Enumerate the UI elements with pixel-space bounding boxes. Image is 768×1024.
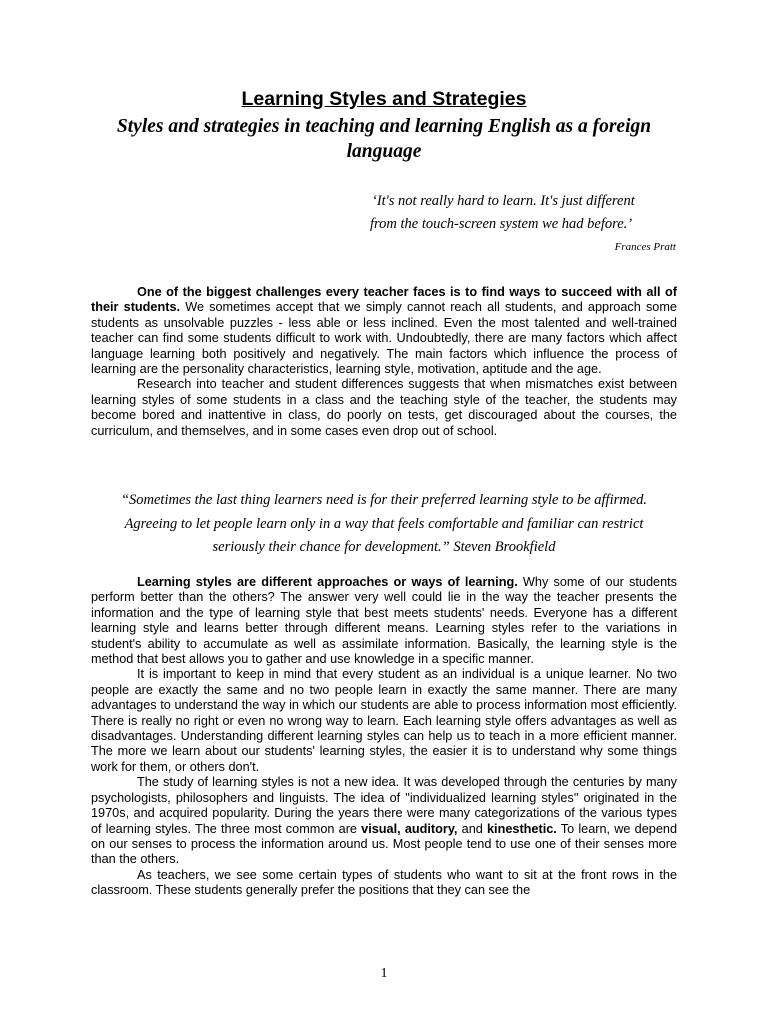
paragraph: It is important to keep in mind that every student as an individual is a unique learner. No two people are exactly the same and no two people learn in exactly the same manner. There are many advantages to understand the way in which our students are able to process information most efficiently. There is really no right or even no wrong way to learn. Each learning style offers advantages as well as disadvantages. Understanding different learning styles can help us to teach in a more efficient manner. The more we learn about our students' learning styles, the easier it is to understand why some things work for them, or others don't. <box>91 667 677 774</box>
paragraph-lead: Learning styles are different approaches or ways of learning. <box>137 575 518 589</box>
paragraph-text: The study of learning styles is not a new idea. It was developed through the centuries by many psychologists, philosophers and linguists. The idea of "individualized learning styles" originated in the 1970s, and acquired popularity. During the years there were many categorizations of the various types of learning styles. The three most common are <box>91 775 677 836</box>
bold-term: kinesthetic. <box>487 821 557 836</box>
paragraph <box>91 575 677 667</box>
paragraph: As teachers, we see some certain types of students who want to sit at the front rows in the classroom. These students generally prefer the positions that they can see the <box>91 867 677 898</box>
block-quote <box>92 489 676 560</box>
paragraph-text: To learn, we depend on our senses to process the information around us. Most people tend to use one of their senses more than the others. <box>91 821 677 867</box>
epigraph-author: Frances Pratt <box>614 241 676 253</box>
paragraph: Research into teacher and student differences suggests that when mismatches exist between learning styles of some students in a class and the teaching style of the teacher, the students may become bored and inattentive in class, do poorly on tests, get discouraged about the courses, the curriculum, and themselves, and in some cases even drop out of school. <box>91 377 677 438</box>
epigraph-line-2: from the touch-screen system we had before.’ <box>370 216 633 232</box>
quote-line-3: seriously their chance for development.” Steven Brookfield <box>212 539 556 555</box>
quote-line-1: “Sometimes the last thing learners need is for their preferred learning style to be affirmed. <box>120 492 648 508</box>
paragraph-text: We sometimes accept that we simply cannot reach all students, and approach some students as unsolvable puzzles - less able or less inclined. Even the most talented and well-trained teacher can find some students difficult to work with. Undoubtedly, there are many factors which affect language learning both positively and negatively. The main factors which influence the process of learning are the personality characteristics, learning style, motivation, aptitude and the age. <box>91 300 677 377</box>
document-title: Learning Styles and Strategies <box>241 88 527 110</box>
epigraph <box>360 190 660 236</box>
paragraph <box>91 285 677 377</box>
epigraph-line-1: ‘It's not really hard to learn. It's just different <box>372 193 635 209</box>
body-section-1 <box>91 285 677 439</box>
page-number: 1 <box>380 966 388 981</box>
paragraph-text: Why some of our students perform better than the others? The answer very well could lie in the way the teacher presents the information and the type of learning style that best meets students' needs. Everyone has a different learning style and learns better through different means. Learning styles refer to the variations in student's ability to accumulate as well as assimilate information. Basically, the learning style is the method that best allows you to gather and use knowledge in a specific manner. <box>91 575 678 667</box>
document-subtitle: Styles and strategies in teaching and learning English as a foreign language <box>116 116 652 162</box>
quote-line-2: Agreeing to let people learn only in a way that feels comfortable and familiar can restrict <box>124 515 644 532</box>
paragraph <box>91 775 677 867</box>
body-section-2 <box>91 575 677 899</box>
paragraph-lead: One of the biggest challenges every teacher faces is to find ways to succeed with all of their students. <box>91 285 677 315</box>
paragraph-text: and <box>457 821 487 836</box>
bold-term: visual, auditory, <box>361 821 458 836</box>
